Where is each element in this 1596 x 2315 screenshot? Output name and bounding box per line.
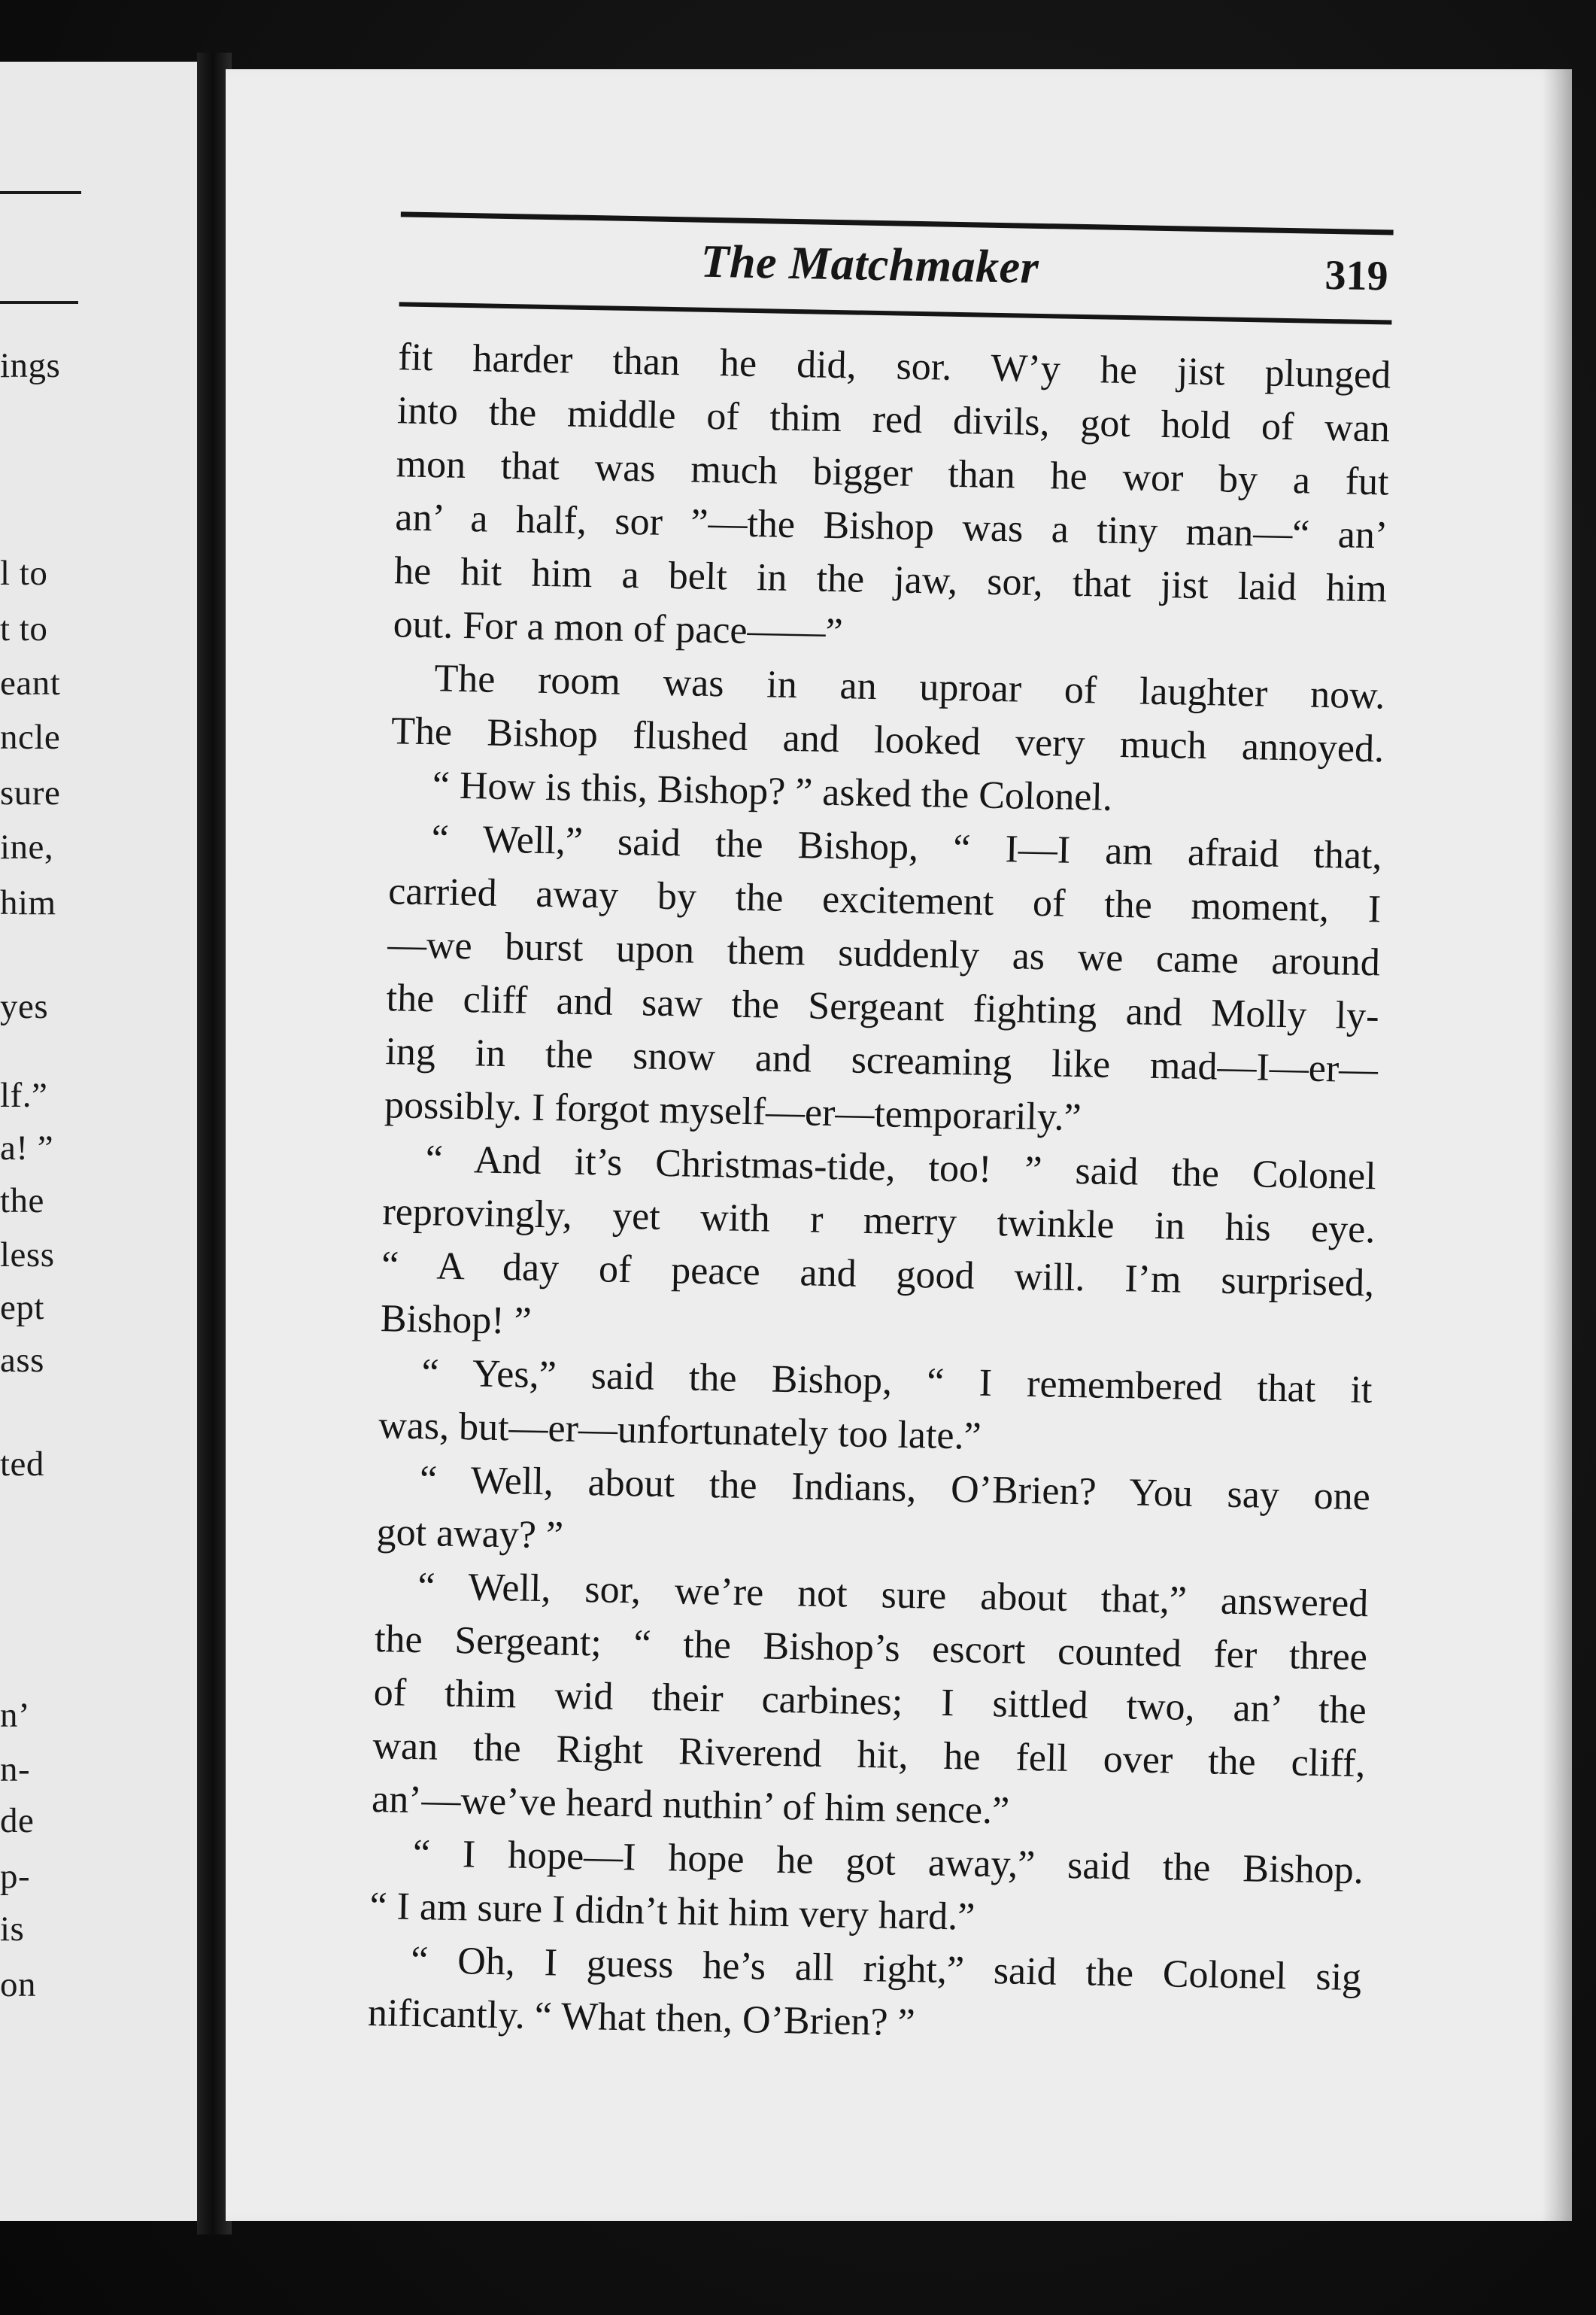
- text-line: “ And it’s Christmas-tide, too! ” said the Colonel: [425, 1138, 1377, 1199]
- left-page-line-fragment: is: [0, 1909, 25, 1949]
- text-line: “ Well,” said the Bishop, “ I—I am afraid that,: [431, 817, 1382, 878]
- left-page-rule: [0, 301, 78, 304]
- text-line: reprovingly, yet with r merry twinkle in his eye.: [382, 1190, 1376, 1252]
- text-line: The Bishop flushed and looked very much annoyed.: [390, 709, 1385, 771]
- text-line: —we burst upon them suddenly as we came around: [387, 923, 1381, 985]
- page-number: 319: [1324, 251, 1389, 300]
- left-page-line-fragment: ted: [0, 1445, 44, 1484]
- text-line: of thim wid their carbines; I sittled two, an’ the: [373, 1671, 1367, 1733]
- text-line: “ A day of peace and good will. I’m surprised,: [381, 1244, 1375, 1305]
- left-page-line-fragment: ncle: [0, 718, 61, 757]
- left-page-line-fragment: ept: [0, 1288, 44, 1327]
- text-line: an’—we’ve heard nuthin’ of him sence.”: [371, 1777, 1010, 1833]
- left-page-line-fragment: l to: [0, 554, 48, 593]
- text-line: The room was in an uproar of laughter now.: [434, 657, 1385, 718]
- left-page-line-fragment: on: [0, 1965, 36, 2004]
- text-line: got away? ”: [376, 1511, 564, 1557]
- page-text-block: [310, 166, 1414, 2156]
- text-line: into the middle of thim red divils, got hold of wan: [396, 389, 1391, 451]
- text-line: the cliff and saw the Sergeant fighting and Molly ly-: [386, 977, 1380, 1038]
- left-page-line-fragment: less: [0, 1235, 55, 1274]
- text-line: possibly. I forgot myself—er—temporarily.”: [384, 1083, 1082, 1140]
- left-page-line-fragment: a! ”: [0, 1129, 54, 1168]
- left-page-rule: [0, 191, 81, 194]
- left-page-line-fragment: eant: [0, 664, 61, 703]
- running-head: [399, 226, 1393, 312]
- text-line: “ I am sure I didn’t hit him very hard.”: [369, 1884, 976, 1939]
- left-page-line-fragment: ass: [0, 1341, 44, 1380]
- text-line: wan the Right Riverend hit, he fell over the cliff,: [372, 1724, 1366, 1786]
- left-page-line-fragment: p-: [0, 1857, 31, 1896]
- text-line: mon that was much bigger than he wor by a fut: [396, 442, 1390, 504]
- left-page-line-fragment: t to: [0, 609, 48, 649]
- left-page-line-fragment: him: [0, 883, 56, 922]
- left-page-line-fragment: n’: [0, 1696, 31, 1735]
- previous-page-fragment: [0, 62, 202, 2221]
- page-edge-shadow: [1542, 69, 1572, 2221]
- text-line: “ I hope—I hope he got away,” said the Bishop.: [412, 1832, 1364, 1893]
- left-page-line-fragment: lf.”: [0, 1076, 48, 1115]
- text-line: carried away by the excitement of the moment, I: [387, 870, 1382, 931]
- text-line: fit harder than he did, sor. W’y he jist plunged: [397, 336, 1391, 397]
- left-page-line-fragment: ine,: [0, 828, 54, 867]
- text-line: “ Well, sor, we’re not sure about that,” answered: [417, 1565, 1369, 1626]
- left-page-line-fragment: sure: [0, 773, 61, 813]
- body-text: [367, 330, 1391, 2058]
- left-page-line-fragment: ings: [0, 346, 61, 385]
- left-page-line-fragment: the: [0, 1181, 44, 1220]
- running-title: The Matchmaker: [700, 235, 1039, 293]
- text-line: “ Well, about the Indians, O’Brien? You say one: [419, 1458, 1371, 1519]
- text-line: “ Oh, I guess he’s all right,” said the Colonel sig: [410, 1938, 1362, 2000]
- text-line: “ Yes,” said the Bishop, “ I remembered that it: [421, 1351, 1373, 1412]
- text-line: the Sergeant; “ the Bishop’s escort counted fer three: [374, 1618, 1368, 1679]
- text-line: he hit him a belt in the jaw, sor, that jist laid him: [393, 549, 1388, 611]
- text-line: Bishop! ”: [380, 1297, 533, 1343]
- text-line: nificantly. “ What then, O’Brien? ”: [367, 1991, 916, 2045]
- text-line: out. For a mon of pace——”: [393, 603, 844, 655]
- text-line: ing in the snow and screaming like mad—I—er—: [384, 1030, 1379, 1092]
- left-page-line-fragment: yes: [0, 987, 49, 1026]
- text-line: “ How is this, Bishop? ” asked the Colonel.: [432, 764, 1113, 819]
- left-page-line-fragment: n-: [0, 1750, 31, 1789]
- left-page-line-fragment: de: [0, 1801, 35, 1840]
- text-line: an’ a half, sor ”—the Bishop was a tiny man—“ an’: [394, 496, 1388, 557]
- text-line: was, but—er—unfortunately too late.”: [378, 1404, 982, 1458]
